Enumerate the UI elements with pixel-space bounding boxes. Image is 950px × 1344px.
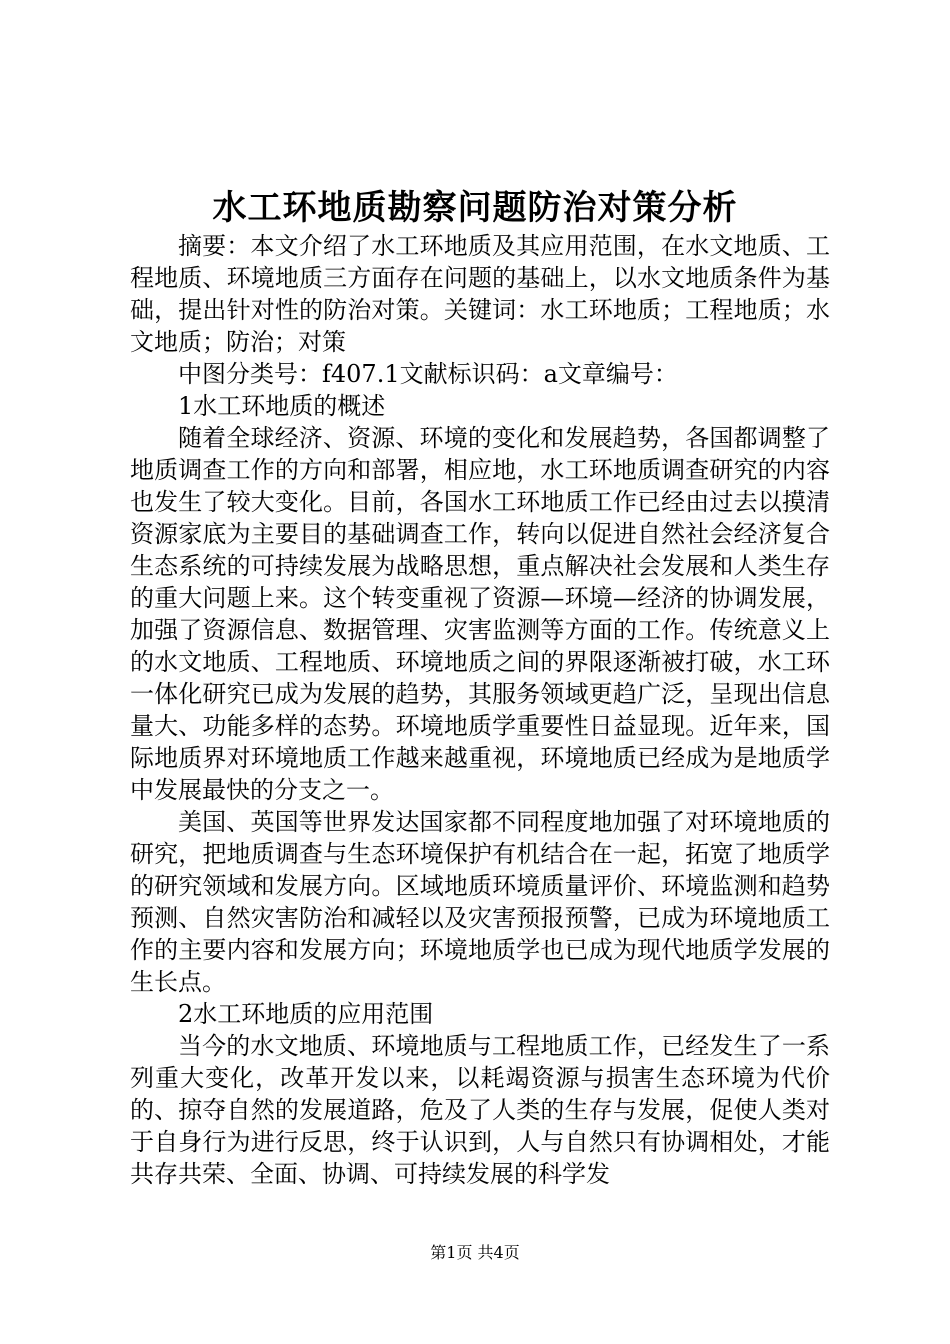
body-paragraph: 美国、英国等世界发达国家都不同程度地加强了对环境地质的研究，把地质调查与生态环境保护有机结合在一起，拓宽了地质学的研究领域和发展方向。区域地质环境质量评价、环境监测和趋势预测、自然灾害防治和减轻以及灾害预报预警，已成为环境地质工作的主要内容和发展方向；环境地质学也已成为现代地质学发展的生长点。 bbox=[130, 808, 830, 996]
document-title: 水工环地质勘察问题防治对策分析 bbox=[212, 188, 738, 228]
section-heading-2: 2水工环地质的应用范围 bbox=[178, 1000, 434, 1028]
page-number-footer: 第1页 共4页 bbox=[430, 1243, 520, 1262]
body-paragraph: 随着全球经济、资源、环境的变化和发展趋势，各国都调整了地质调查工作的方向和部署，相应地，水工环地质调查研究的内容也发生了较大变化。目前，各国水工环地质工作已经由过去以摸清资源家底为主要目的基础调查工作，转向以促进自然社会经济复合生态系统的可持续发展为战略思想，重点解决社会发展和人类生存的重大问题上来。这个转变重视了资源—环境—经济的协调发展，加强了资源信息、数据管理、灾害监测等方面的工作。传统意义上的水文地质、工程地质、环境地质之间的界限逐渐被打破，水工环一体化研究已成为发展的趋势，其服务领域更趋广泛，呈现出信息量大、功能多样的态势。环境地质学重要性日益显现。近年来，国际地质界对环境地质工作越来越重视，环境地质已经成为是地质学中发展最快的分支之一。 bbox=[130, 424, 830, 804]
document-body bbox=[130, 230, 830, 1190]
classification-line: 中图分类号：f407.1文献标识码：a文章编号： bbox=[178, 360, 678, 388]
section-heading-1: 1水工环地质的概述 bbox=[178, 392, 386, 420]
abstract-paragraph: 摘要：本文介绍了水工环地质及其应用范围，在水文地质、工程地质、环境地质三方面存在问题的基础上，以水文地质条件为基础，提出针对性的防治对策。关键词：水工环地质；工程地质；水文地质；防治；对策 bbox=[130, 232, 830, 356]
body-paragraph: 当今的水文地质、环境地质与工程地质工作，已经发生了一系列重大变化，改革开发以来，以耗竭资源与损害生态环境为代价的、掠夺自然的发展道路，危及了人类的生存与发展，促使人类对于自身行为进行反思，终于认识到，人与自然只有协调相处，才能共存共荣、全面、协调、可持续发展的科学发 bbox=[130, 1032, 830, 1188]
